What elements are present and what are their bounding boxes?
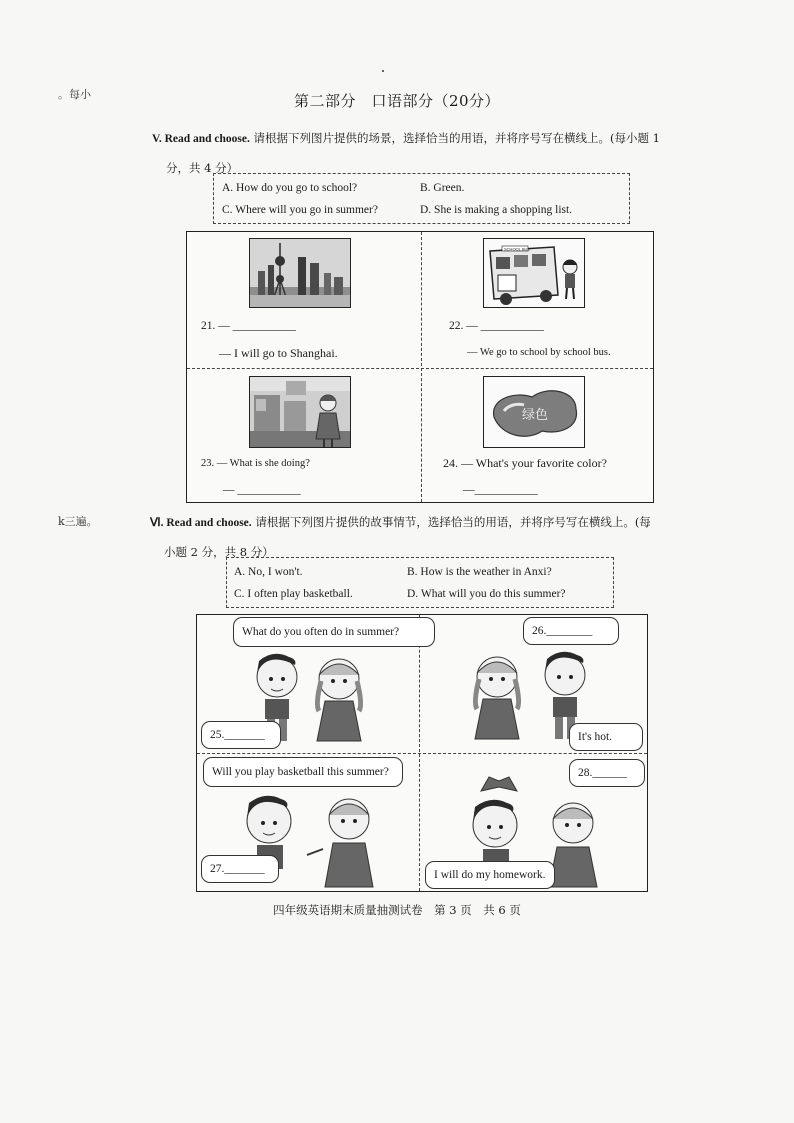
section5-heading: V. Read and choose. <box>152 133 250 145</box>
margin-note-top: 。每小 <box>58 88 91 101</box>
section5-picture-grid <box>186 231 654 503</box>
margin-note-mid: k三遍。 <box>58 515 98 528</box>
item-23-question: 23. — What is she doing? <box>201 458 310 469</box>
item-22-answer: — We go to school by school bus. <box>467 347 611 358</box>
section5-options-box <box>213 173 630 224</box>
section6-instruction-2: 小题 2 分，共 8 分） <box>164 545 274 559</box>
kitchen-picture <box>249 376 351 448</box>
school-bus-picture <box>483 238 585 308</box>
section6-option-c: C. I often play basketball. <box>234 588 353 600</box>
section6-instruction-1: 请根据下列图片提供的故事情节，选择恰当的用语，并将序号写在横线上。(每 <box>255 515 651 529</box>
bubble-28: 28.______ <box>569 759 645 787</box>
blob-label: 绿色 <box>522 408 549 423</box>
bus-sign-text: SCHOOL BUS <box>504 246 531 252</box>
section6-options-box <box>226 557 614 608</box>
comic-divider-horizontal <box>197 753 647 754</box>
bubble-panel1-question: What do you often do in summer? <box>233 617 435 647</box>
section6-comic-grid <box>196 614 648 892</box>
section6-option-a: A. No, I won't. <box>234 566 303 578</box>
grid-divider-horizontal <box>187 368 653 369</box>
section6-option-d: D. What will you do this summer? <box>407 588 566 600</box>
section6-heading: Ⅵ. Read and choose. <box>150 517 252 529</box>
item-24-question: 24. — What's your favorite color? <box>443 456 607 470</box>
bubble-26: 26.________ <box>523 617 619 645</box>
section6-option-b: B. How is the weather in Anxi? <box>407 566 552 578</box>
bubble-panel2-answer: It's hot. <box>569 723 643 751</box>
item-23-answer: — ___________ <box>223 484 301 496</box>
bubble-25: 25._______ <box>201 721 281 749</box>
section5-instruction-1: 请根据下列图片提供的场景，选择恰当的用语，并将序号写在横线上。(每小题 1 <box>253 131 660 145</box>
page-footer: 四年级英语期末质量抽测试卷 第 3 页 共 6 页 <box>273 903 521 917</box>
thought-book-icon <box>479 775 519 795</box>
section5-option-d: D. She is making a shopping list. <box>420 204 573 216</box>
color-blob-picture <box>483 376 585 448</box>
stray-dot <box>382 70 384 72</box>
shanghai-skyline-picture <box>249 238 351 308</box>
bubble-27: 27._______ <box>201 855 279 883</box>
item-21-question: 21. — ___________ <box>201 320 296 332</box>
grid-divider-vertical <box>421 232 422 502</box>
section5-option-c: C. Where will you go in summer? <box>222 204 378 216</box>
bubble-panel3-question: Will you play basketball this summer? <box>203 757 403 787</box>
section5-instruction-2: 分，共 4 分） <box>166 161 239 175</box>
section5-option-b: B. Green. <box>420 182 465 194</box>
item-22-question: 22. — ___________ <box>449 320 544 332</box>
item-24-answer: —___________ <box>463 484 538 496</box>
section5-option-a: A. How do you go to school? <box>222 182 358 194</box>
item-21-answer: — I will go to Shanghai. <box>219 346 338 360</box>
bubble-panel4-answer: I will do my homework. <box>425 861 555 889</box>
part-two-title: 第二部分 口语部分（20分） <box>293 92 501 110</box>
